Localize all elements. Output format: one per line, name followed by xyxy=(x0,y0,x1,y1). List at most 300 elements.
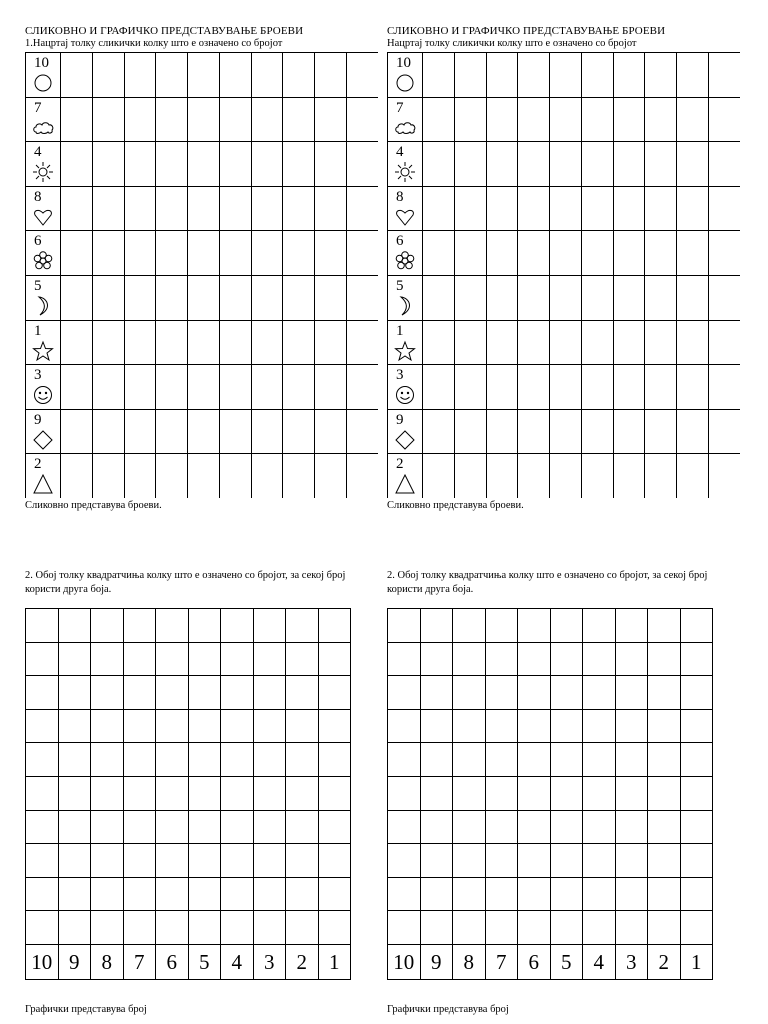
drawing-cell[interactable] xyxy=(518,142,550,187)
coloring-cell[interactable] xyxy=(583,844,616,878)
coloring-cell[interactable] xyxy=(680,609,713,643)
coloring-cell[interactable] xyxy=(318,676,351,710)
coloring-cell[interactable] xyxy=(188,743,221,777)
drawing-cell[interactable] xyxy=(613,409,645,454)
coloring-cell[interactable] xyxy=(26,810,59,844)
drawing-cell[interactable] xyxy=(613,320,645,365)
drawing-cell[interactable] xyxy=(454,142,486,187)
drawing-cell[interactable] xyxy=(486,186,518,231)
drawing-cell[interactable] xyxy=(423,97,455,142)
coloring-cell[interactable] xyxy=(583,642,616,676)
coloring-cell[interactable] xyxy=(221,709,254,743)
drawing-cell[interactable] xyxy=(677,454,709,498)
drawing-cell[interactable] xyxy=(518,186,550,231)
drawing-cell[interactable] xyxy=(645,320,677,365)
drawing-cell[interactable] xyxy=(315,142,347,187)
coloring-cell[interactable] xyxy=(550,877,583,911)
coloring-cell[interactable] xyxy=(286,810,319,844)
coloring-cell[interactable] xyxy=(583,776,616,810)
drawing-cell[interactable] xyxy=(283,186,315,231)
drawing-cell[interactable] xyxy=(92,231,124,276)
drawing-cell[interactable] xyxy=(486,409,518,454)
drawing-cell[interactable] xyxy=(219,142,251,187)
coloring-cell[interactable] xyxy=(318,844,351,878)
drawing-cell[interactable] xyxy=(219,186,251,231)
coloring-cell[interactable] xyxy=(188,709,221,743)
drawing-cell[interactable] xyxy=(124,409,156,454)
coloring-cell[interactable] xyxy=(58,676,91,710)
drawing-cell[interactable] xyxy=(283,53,315,98)
drawing-cell[interactable] xyxy=(188,186,220,231)
coloring-cell[interactable] xyxy=(188,642,221,676)
drawing-cell[interactable] xyxy=(550,275,582,320)
drawing-cell[interactable] xyxy=(251,320,283,365)
coloring-cell[interactable] xyxy=(91,877,124,911)
coloring-cell[interactable] xyxy=(318,810,351,844)
drawing-cell[interactable] xyxy=(708,409,740,454)
coloring-cell[interactable] xyxy=(648,743,681,777)
coloring-cell[interactable] xyxy=(58,776,91,810)
drawing-cell[interactable] xyxy=(283,142,315,187)
coloring-cell[interactable] xyxy=(388,877,421,911)
coloring-cell[interactable] xyxy=(388,810,421,844)
drawing-cell[interactable] xyxy=(454,365,486,410)
drawing-cell[interactable] xyxy=(124,275,156,320)
drawing-cell[interactable] xyxy=(486,231,518,276)
coloring-cell[interactable] xyxy=(680,844,713,878)
coloring-cell[interactable] xyxy=(518,776,551,810)
drawing-cell[interactable] xyxy=(124,231,156,276)
coloring-cell[interactable] xyxy=(286,776,319,810)
coloring-cell[interactable] xyxy=(286,743,319,777)
coloring-cell[interactable] xyxy=(583,676,616,710)
coloring-cell[interactable] xyxy=(91,642,124,676)
drawing-cell[interactable] xyxy=(156,53,188,98)
drawing-cell[interactable] xyxy=(124,142,156,187)
coloring-cell[interactable] xyxy=(388,642,421,676)
coloring-cell[interactable] xyxy=(518,609,551,643)
drawing-cell[interactable] xyxy=(61,365,93,410)
drawing-cell[interactable] xyxy=(708,142,740,187)
drawing-cell[interactable] xyxy=(423,365,455,410)
coloring-cell[interactable] xyxy=(518,844,551,878)
drawing-cell[interactable] xyxy=(124,365,156,410)
coloring-cell[interactable] xyxy=(286,877,319,911)
drawing-cell[interactable] xyxy=(518,365,550,410)
drawing-cell[interactable] xyxy=(581,231,613,276)
drawing-cell[interactable] xyxy=(518,53,550,98)
coloring-cell[interactable] xyxy=(485,844,518,878)
coloring-cell[interactable] xyxy=(156,877,189,911)
drawing-cell[interactable] xyxy=(454,186,486,231)
coloring-cell[interactable] xyxy=(420,642,453,676)
drawing-cell[interactable] xyxy=(486,53,518,98)
coloring-cell[interactable] xyxy=(615,676,648,710)
coloring-cell[interactable] xyxy=(91,743,124,777)
coloring-cell[interactable] xyxy=(485,709,518,743)
drawing-cell[interactable] xyxy=(550,231,582,276)
drawing-cell[interactable] xyxy=(486,365,518,410)
drawing-cell[interactable] xyxy=(251,409,283,454)
drawing-cell[interactable] xyxy=(188,231,220,276)
drawing-cell[interactable] xyxy=(454,231,486,276)
coloring-cell[interactable] xyxy=(253,743,286,777)
coloring-cell[interactable] xyxy=(518,911,551,945)
coloring-cell[interactable] xyxy=(550,743,583,777)
drawing-cell[interactable] xyxy=(550,97,582,142)
drawing-cell[interactable] xyxy=(124,320,156,365)
coloring-cell[interactable] xyxy=(420,676,453,710)
drawing-cell[interactable] xyxy=(677,186,709,231)
drawing-cell[interactable] xyxy=(61,320,93,365)
coloring-cell[interactable] xyxy=(91,709,124,743)
coloring-cell[interactable] xyxy=(91,810,124,844)
coloring-cell[interactable] xyxy=(318,642,351,676)
drawing-cell[interactable] xyxy=(156,365,188,410)
drawing-cell[interactable] xyxy=(219,275,251,320)
coloring-cell[interactable] xyxy=(188,877,221,911)
coloring-cell[interactable] xyxy=(156,844,189,878)
coloring-cell[interactable] xyxy=(188,609,221,643)
drawing-cell[interactable] xyxy=(581,142,613,187)
coloring-cell[interactable] xyxy=(420,776,453,810)
drawing-cell[interactable] xyxy=(486,275,518,320)
coloring-cell[interactable] xyxy=(221,609,254,643)
drawing-cell[interactable] xyxy=(283,97,315,142)
drawing-cell[interactable] xyxy=(156,275,188,320)
drawing-cell[interactable] xyxy=(645,231,677,276)
drawing-cell[interactable] xyxy=(581,365,613,410)
coloring-cell[interactable] xyxy=(648,776,681,810)
drawing-cell[interactable] xyxy=(188,142,220,187)
drawing-cell[interactable] xyxy=(251,231,283,276)
drawing-cell[interactable] xyxy=(61,53,93,98)
drawing-cell[interactable] xyxy=(315,320,347,365)
coloring-cell[interactable] xyxy=(188,911,221,945)
drawing-cell[interactable] xyxy=(518,275,550,320)
coloring-cell[interactable] xyxy=(123,642,156,676)
drawing-cell[interactable] xyxy=(708,320,740,365)
coloring-cell[interactable] xyxy=(518,642,551,676)
drawing-cell[interactable] xyxy=(315,409,347,454)
drawing-cell[interactable] xyxy=(283,409,315,454)
drawing-cell[interactable] xyxy=(613,231,645,276)
drawing-cell[interactable] xyxy=(315,97,347,142)
drawing-cell[interactable] xyxy=(550,409,582,454)
drawing-cell[interactable] xyxy=(251,142,283,187)
drawing-cell[interactable] xyxy=(708,53,740,98)
coloring-cell[interactable] xyxy=(453,810,486,844)
coloring-cell[interactable] xyxy=(485,911,518,945)
coloring-cell[interactable] xyxy=(453,609,486,643)
coloring-cell[interactable] xyxy=(123,776,156,810)
coloring-cell[interactable] xyxy=(26,676,59,710)
drawing-cell[interactable] xyxy=(315,186,347,231)
drawing-cell[interactable] xyxy=(188,365,220,410)
coloring-cell[interactable] xyxy=(26,911,59,945)
drawing-cell[interactable] xyxy=(550,186,582,231)
drawing-cell[interactable] xyxy=(92,409,124,454)
drawing-cell[interactable] xyxy=(518,320,550,365)
drawing-cell[interactable] xyxy=(454,454,486,498)
coloring-cell[interactable] xyxy=(648,609,681,643)
coloring-cell[interactable] xyxy=(615,709,648,743)
drawing-cell[interactable] xyxy=(613,275,645,320)
drawing-cell[interactable] xyxy=(708,365,740,410)
coloring-cell[interactable] xyxy=(91,911,124,945)
drawing-cell[interactable] xyxy=(581,409,613,454)
coloring-cell[interactable] xyxy=(485,877,518,911)
coloring-cell[interactable] xyxy=(550,642,583,676)
coloring-cell[interactable] xyxy=(221,810,254,844)
drawing-cell[interactable] xyxy=(518,231,550,276)
coloring-cell[interactable] xyxy=(388,911,421,945)
coloring-cell[interactable] xyxy=(518,877,551,911)
coloring-cell[interactable] xyxy=(420,810,453,844)
drawing-cell[interactable] xyxy=(550,142,582,187)
drawing-cell[interactable] xyxy=(92,454,124,498)
drawing-cell[interactable] xyxy=(124,454,156,498)
coloring-cell[interactable] xyxy=(123,743,156,777)
coloring-cell[interactable] xyxy=(26,709,59,743)
coloring-cell[interactable] xyxy=(453,911,486,945)
drawing-cell[interactable] xyxy=(188,320,220,365)
drawing-cell[interactable] xyxy=(188,97,220,142)
coloring-cell[interactable] xyxy=(221,877,254,911)
drawing-cell[interactable] xyxy=(251,186,283,231)
coloring-cell[interactable] xyxy=(550,709,583,743)
drawing-cell[interactable] xyxy=(315,454,347,498)
coloring-cell[interactable] xyxy=(58,642,91,676)
coloring-cell[interactable] xyxy=(91,676,124,710)
drawing-cell[interactable] xyxy=(423,186,455,231)
coloring-cell[interactable] xyxy=(550,676,583,710)
drawing-cell[interactable] xyxy=(581,186,613,231)
coloring-cell[interactable] xyxy=(453,844,486,878)
drawing-cell[interactable] xyxy=(423,454,455,498)
coloring-cell[interactable] xyxy=(388,743,421,777)
drawing-cell[interactable] xyxy=(251,454,283,498)
coloring-cell[interactable] xyxy=(420,609,453,643)
coloring-cell[interactable] xyxy=(123,609,156,643)
drawing-cell[interactable] xyxy=(61,231,93,276)
coloring-cell[interactable] xyxy=(453,743,486,777)
drawing-cell[interactable] xyxy=(251,53,283,98)
drawing-cell[interactable] xyxy=(423,142,455,187)
drawing-cell[interactable] xyxy=(581,454,613,498)
drawing-cell[interactable] xyxy=(219,454,251,498)
coloring-cell[interactable] xyxy=(680,709,713,743)
coloring-cell[interactable] xyxy=(156,709,189,743)
coloring-cell[interactable] xyxy=(58,743,91,777)
drawing-cell[interactable] xyxy=(486,454,518,498)
drawing-cell[interactable] xyxy=(677,142,709,187)
drawing-cell[interactable] xyxy=(550,320,582,365)
drawing-cell[interactable] xyxy=(188,454,220,498)
coloring-cell[interactable] xyxy=(286,709,319,743)
drawing-cell[interactable] xyxy=(518,454,550,498)
drawing-cell[interactable] xyxy=(219,409,251,454)
coloring-cell[interactable] xyxy=(156,776,189,810)
coloring-cell[interactable] xyxy=(286,676,319,710)
coloring-cell[interactable] xyxy=(188,810,221,844)
coloring-cell[interactable] xyxy=(253,810,286,844)
coloring-cell[interactable] xyxy=(388,676,421,710)
drawing-cell[interactable] xyxy=(645,142,677,187)
coloring-cell[interactable] xyxy=(156,743,189,777)
coloring-cell[interactable] xyxy=(318,743,351,777)
coloring-cell[interactable] xyxy=(91,609,124,643)
drawing-cell[interactable] xyxy=(518,409,550,454)
coloring-cell[interactable] xyxy=(485,676,518,710)
coloring-cell[interactable] xyxy=(680,911,713,945)
coloring-cell[interactable] xyxy=(583,709,616,743)
coloring-cell[interactable] xyxy=(123,709,156,743)
drawing-cell[interactable] xyxy=(708,186,740,231)
drawing-cell[interactable] xyxy=(645,365,677,410)
coloring-cell[interactable] xyxy=(453,776,486,810)
coloring-cell[interactable] xyxy=(123,676,156,710)
coloring-cell[interactable] xyxy=(253,776,286,810)
drawing-cell[interactable] xyxy=(708,275,740,320)
coloring-cell[interactable] xyxy=(550,810,583,844)
coloring-cell[interactable] xyxy=(221,676,254,710)
drawing-cell[interactable] xyxy=(454,275,486,320)
drawing-cell[interactable] xyxy=(581,275,613,320)
coloring-cell[interactable] xyxy=(26,877,59,911)
coloring-cell[interactable] xyxy=(615,776,648,810)
drawing-cell[interactable] xyxy=(645,275,677,320)
coloring-cell[interactable] xyxy=(583,743,616,777)
coloring-cell[interactable] xyxy=(420,877,453,911)
drawing-cell[interactable] xyxy=(124,97,156,142)
drawing-cell[interactable] xyxy=(92,365,124,410)
drawing-cell[interactable] xyxy=(677,409,709,454)
drawing-cell[interactable] xyxy=(188,53,220,98)
coloring-cell[interactable] xyxy=(485,776,518,810)
drawing-cell[interactable] xyxy=(251,365,283,410)
coloring-cell[interactable] xyxy=(156,911,189,945)
drawing-cell[interactable] xyxy=(156,186,188,231)
coloring-cell[interactable] xyxy=(420,844,453,878)
coloring-cell[interactable] xyxy=(188,844,221,878)
drawing-cell[interactable] xyxy=(423,409,455,454)
drawing-cell[interactable] xyxy=(283,365,315,410)
drawing-cell[interactable] xyxy=(219,365,251,410)
coloring-cell[interactable] xyxy=(550,844,583,878)
drawing-cell[interactable] xyxy=(708,454,740,498)
drawing-cell[interactable] xyxy=(315,275,347,320)
drawing-cell[interactable] xyxy=(92,97,124,142)
drawing-cell[interactable] xyxy=(645,53,677,98)
coloring-cell[interactable] xyxy=(453,642,486,676)
drawing-cell[interactable] xyxy=(219,320,251,365)
coloring-cell[interactable] xyxy=(648,709,681,743)
drawing-cell[interactable] xyxy=(613,53,645,98)
coloring-cell[interactable] xyxy=(420,743,453,777)
coloring-cell[interactable] xyxy=(253,911,286,945)
coloring-cell[interactable] xyxy=(680,877,713,911)
coloring-cell[interactable] xyxy=(58,844,91,878)
drawing-cell[interactable] xyxy=(92,275,124,320)
drawing-cell[interactable] xyxy=(581,53,613,98)
drawing-cell[interactable] xyxy=(613,365,645,410)
drawing-cell[interactable] xyxy=(677,231,709,276)
drawing-cell[interactable] xyxy=(92,142,124,187)
drawing-cell[interactable] xyxy=(188,409,220,454)
coloring-cell[interactable] xyxy=(420,709,453,743)
drawing-cell[interactable] xyxy=(315,365,347,410)
coloring-cell[interactable] xyxy=(26,743,59,777)
coloring-cell[interactable] xyxy=(648,810,681,844)
coloring-cell[interactable] xyxy=(680,743,713,777)
coloring-cell[interactable] xyxy=(680,776,713,810)
coloring-cell[interactable] xyxy=(388,844,421,878)
coloring-cell[interactable] xyxy=(550,609,583,643)
coloring-cell[interactable] xyxy=(615,642,648,676)
drawing-cell[interactable] xyxy=(61,409,93,454)
drawing-cell[interactable] xyxy=(423,275,455,320)
drawing-cell[interactable] xyxy=(188,275,220,320)
drawing-cell[interactable] xyxy=(708,231,740,276)
coloring-cell[interactable] xyxy=(318,609,351,643)
drawing-cell[interactable] xyxy=(550,53,582,98)
coloring-cell[interactable] xyxy=(221,776,254,810)
coloring-cell[interactable] xyxy=(485,743,518,777)
drawing-cell[interactable] xyxy=(423,320,455,365)
coloring-cell[interactable] xyxy=(221,743,254,777)
drawing-cell[interactable] xyxy=(423,231,455,276)
drawing-cell[interactable] xyxy=(315,53,347,98)
drawing-cell[interactable] xyxy=(645,186,677,231)
coloring-cell[interactable] xyxy=(156,609,189,643)
drawing-cell[interactable] xyxy=(124,186,156,231)
drawing-cell[interactable] xyxy=(454,97,486,142)
coloring-cell[interactable] xyxy=(648,877,681,911)
coloring-cell[interactable] xyxy=(485,810,518,844)
drawing-cell[interactable] xyxy=(454,320,486,365)
coloring-cell[interactable] xyxy=(253,609,286,643)
drawing-cell[interactable] xyxy=(251,275,283,320)
coloring-cell[interactable] xyxy=(648,642,681,676)
coloring-cell[interactable] xyxy=(156,676,189,710)
coloring-cell[interactable] xyxy=(123,877,156,911)
coloring-cell[interactable] xyxy=(58,877,91,911)
coloring-cell[interactable] xyxy=(253,642,286,676)
coloring-cell[interactable] xyxy=(518,676,551,710)
coloring-cell[interactable] xyxy=(58,609,91,643)
drawing-cell[interactable] xyxy=(677,53,709,98)
drawing-cell[interactable] xyxy=(486,142,518,187)
coloring-cell[interactable] xyxy=(318,776,351,810)
coloring-cell[interactable] xyxy=(221,844,254,878)
coloring-cell[interactable] xyxy=(318,709,351,743)
drawing-cell[interactable] xyxy=(283,231,315,276)
drawing-cell[interactable] xyxy=(156,142,188,187)
drawing-cell[interactable] xyxy=(613,97,645,142)
drawing-cell[interactable] xyxy=(61,454,93,498)
drawing-cell[interactable] xyxy=(581,97,613,142)
coloring-cell[interactable] xyxy=(648,676,681,710)
drawing-cell[interactable] xyxy=(677,320,709,365)
coloring-cell[interactable] xyxy=(188,676,221,710)
drawing-cell[interactable] xyxy=(156,454,188,498)
coloring-cell[interactable] xyxy=(485,642,518,676)
drawing-cell[interactable] xyxy=(581,320,613,365)
drawing-cell[interactable] xyxy=(61,275,93,320)
coloring-cell[interactable] xyxy=(518,709,551,743)
coloring-cell[interactable] xyxy=(615,911,648,945)
